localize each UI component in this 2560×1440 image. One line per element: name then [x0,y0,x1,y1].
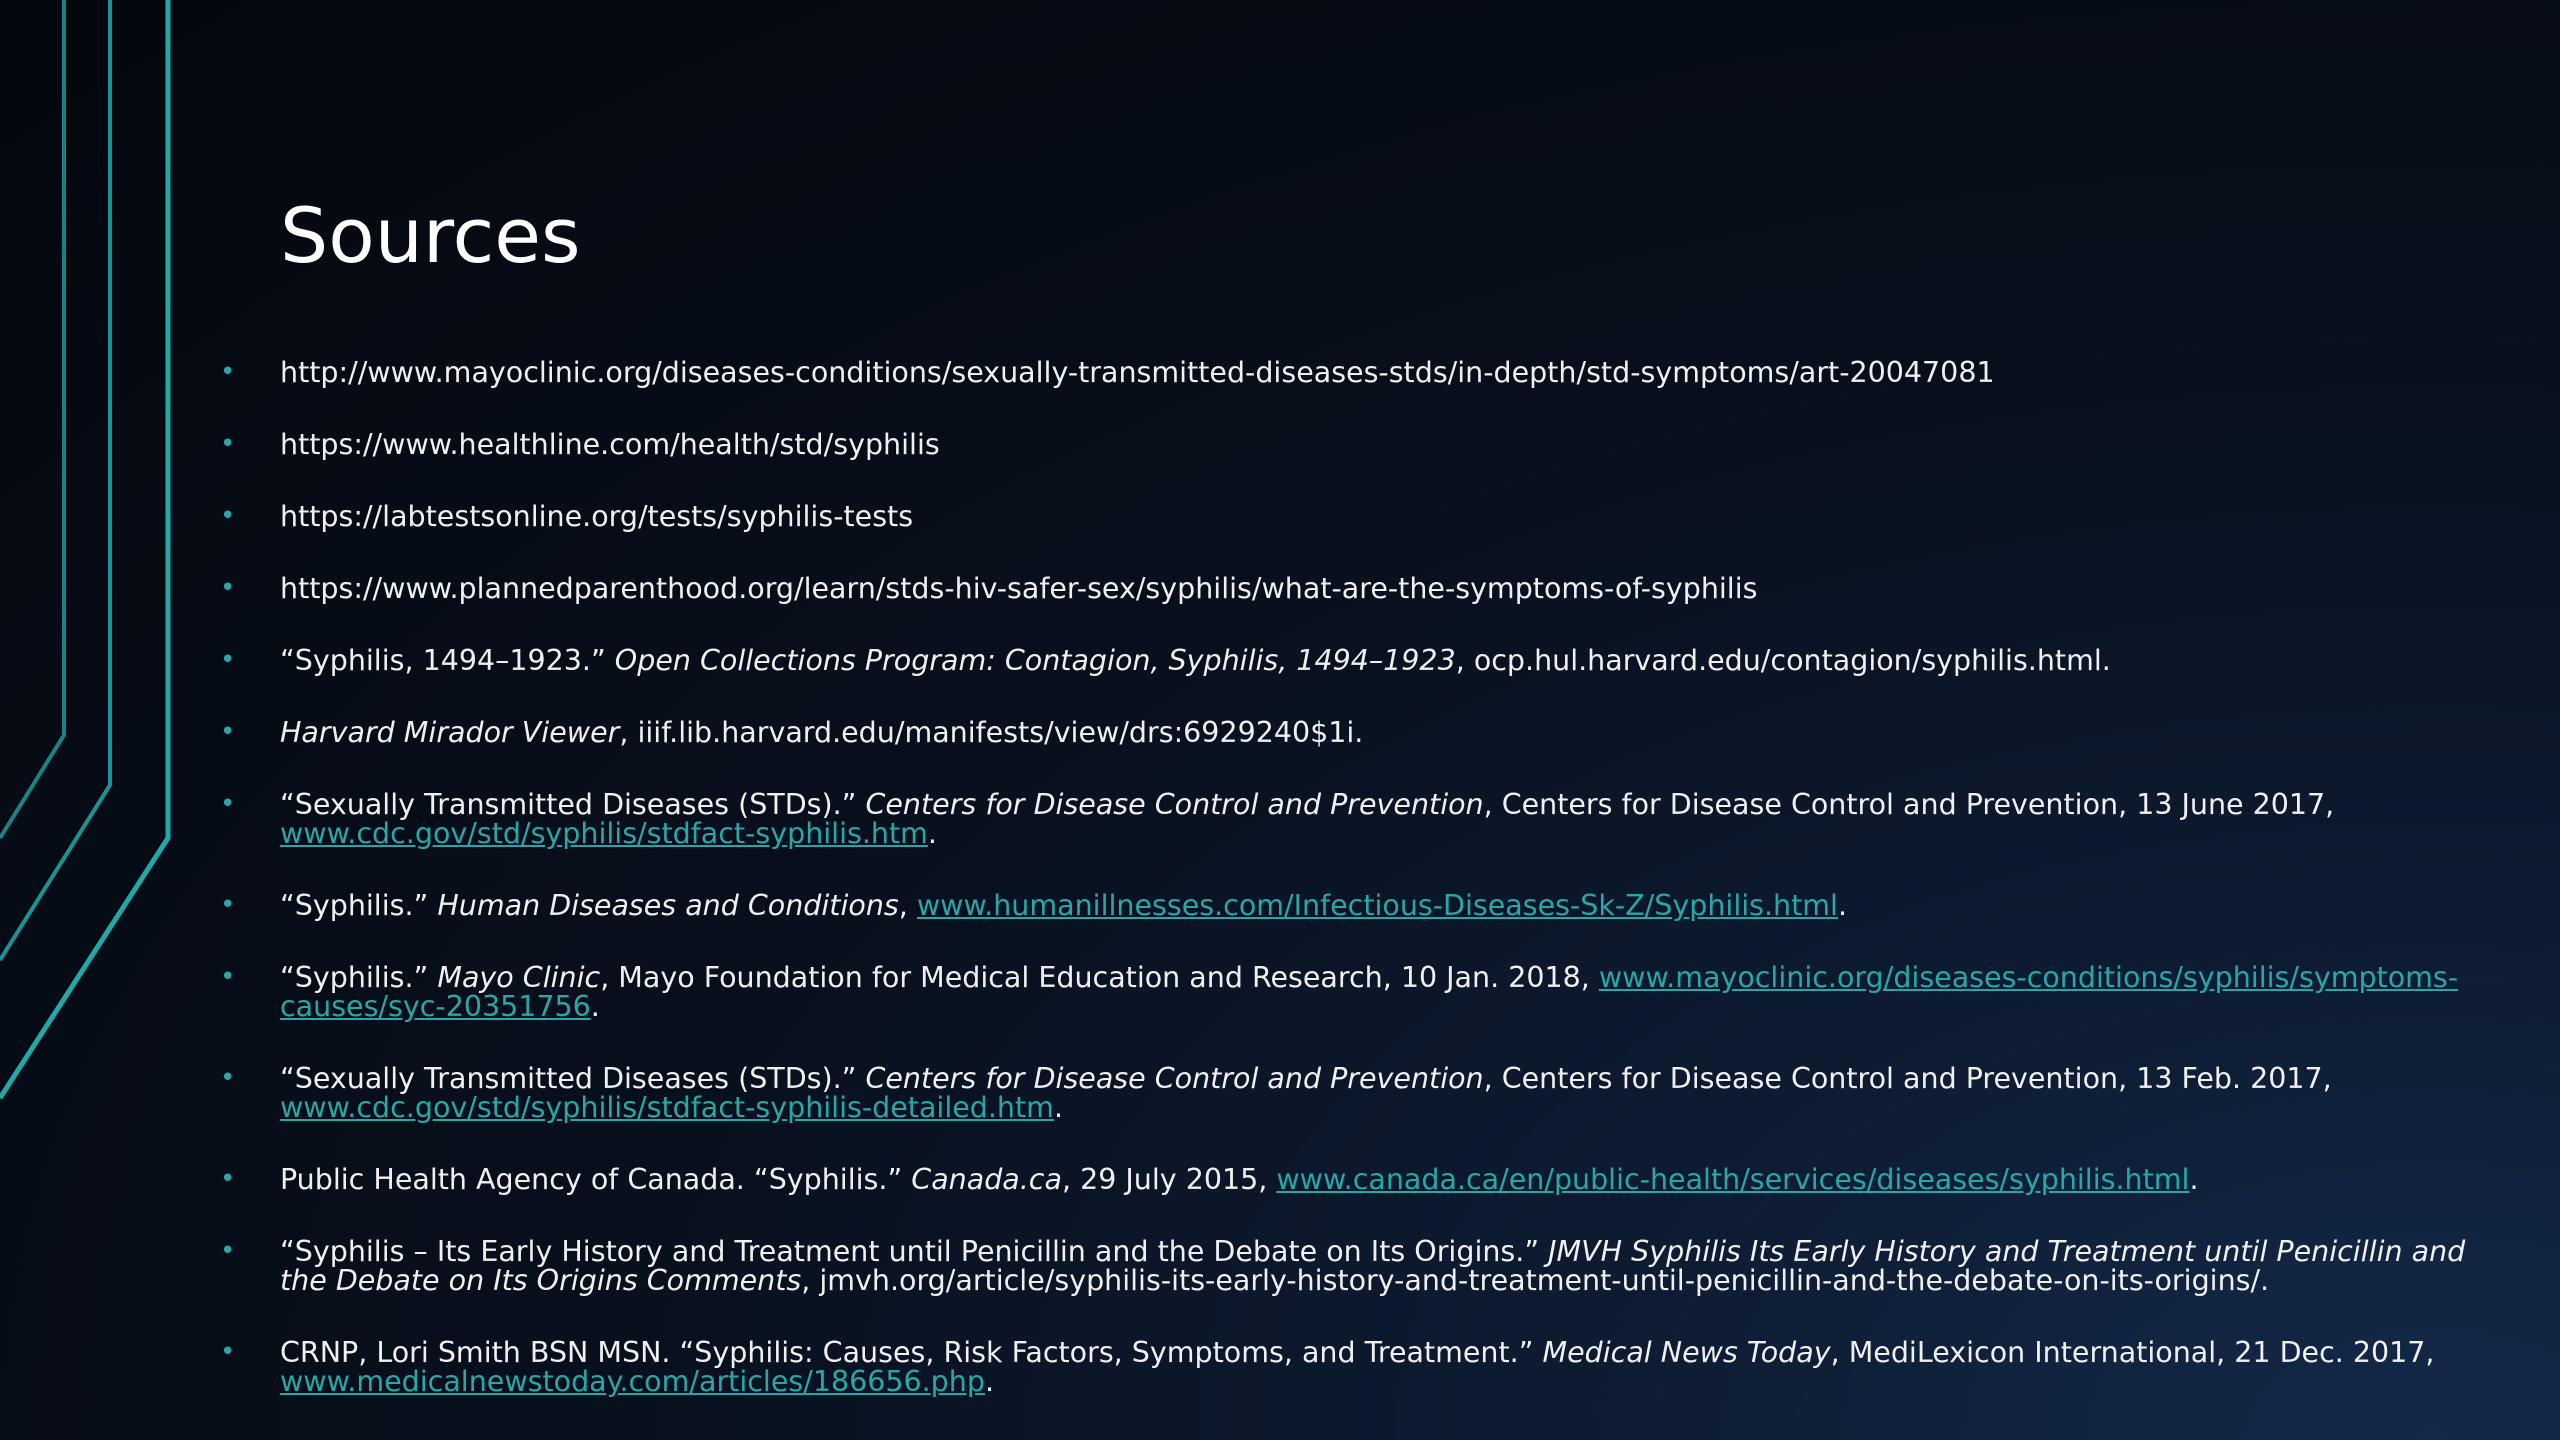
source-title: Centers for Disease Control and Prevention [865,1062,1484,1095]
source-title: Mayo Clinic [437,961,601,994]
source-text: “Syphilis – Its Early History and Treatment until Penicillin and the Debate on Its Origins.” [280,1235,1549,1268]
bullet-icon: • [220,645,236,675]
source-title: Canada.ca [911,1163,1062,1196]
source-title: Centers for Disease Control and Prevention [865,788,1484,821]
source-text: . [1053,1091,1063,1124]
source-text: “Sexually Transmitted Diseases (STDs).” [280,1062,866,1095]
source-text: , iiif.lib.harvard.edu/manifests/view/drs:6929240$1i. [619,716,1364,749]
bullet-icon: • [220,789,236,819]
source-text: . [927,817,937,850]
source-link[interactable]: www.cdc.gov/std/syphilis/stdfact-syphilis-detailed.htm [280,1091,1054,1124]
source-text: , MediLexicon International, 21 Dec. 2017, [1830,1336,2435,1369]
bullet-icon: • [220,357,236,387]
bullet-icon: • [220,573,236,603]
source-link[interactable]: www.cdc.gov/std/syphilis/stdfact-syphilis.htm [280,817,928,850]
source-item [220,1338,2490,1396]
source-title: Open Collections Program: Contagion, Syphilis, 1494–1923 [614,644,1456,677]
source-item [220,646,2490,675]
source-text: . [590,990,600,1023]
source-item [220,574,2490,603]
source-text: https://labtestsonline.org/tests/syphilis-tests [280,500,914,533]
source-item [220,891,2490,920]
source-text: http://www.mayoclinic.org/diseases-conditions/sexually-transmitted-diseases-stds/in-depth/std-symptoms/art-20047081 [280,356,1995,389]
source-text: CRNP, Lori Smith BSN MSN. “Syphilis: Causes, Risk Factors, Symptoms, and Treatment.” [280,1336,1543,1369]
source-text: Public Health Agency of Canada. “Syphilis.” [280,1163,912,1196]
source-link[interactable]: www.mayoclinic.org/diseases-conditions/syphilis/symptoms-causes/syc-20351756 [280,961,2459,1023]
source-item [220,790,2490,848]
sources-list [220,358,2490,1439]
source-title: Human Diseases and Conditions [437,889,899,922]
source-text: , 29 July 2015, [1061,1163,1277,1196]
bullet-icon: • [220,717,236,747]
source-item [220,502,2490,531]
bullet-icon: • [220,962,236,992]
bullet-icon: • [220,1164,236,1194]
source-text: . [1837,889,1848,922]
deco-line-1 [0,0,64,838]
bullet-icon: • [220,1337,236,1367]
source-item [220,430,2490,459]
source-text: , ocp.hul.harvard.edu/contagion/syphilis.html. [1455,644,2111,677]
bullet-icon: • [220,429,236,459]
source-item [220,1064,2490,1122]
bullet-icon: • [220,1236,236,1266]
bullet-icon: • [220,890,236,920]
source-text: “Sexually Transmitted Diseases (STDs).” [280,788,866,821]
source-title: Medical News Today [1542,1336,1831,1369]
deco-line-2 [0,0,110,960]
decorative-lines [0,0,200,1440]
source-text: , [898,889,917,922]
source-text: “Syphilis.” [280,889,438,922]
source-item [220,963,2490,1021]
source-text: , Centers for Disease Control and Prevention, 13 June 2017, [1483,788,2335,821]
source-text: . [984,1365,994,1398]
source-text: , jmvh.org/article/syphilis-its-early-history-and-treatment-until-penicillin-and-the-debate-on-its-origins/. [801,1264,2270,1297]
source-item [220,358,2490,387]
source-item [220,1237,2490,1295]
source-title: JMVH Syphilis Its Early History and Treatment until Penicillin and the Debate on Its Origins Comments [280,1235,2466,1297]
source-item [220,1165,2490,1194]
source-text: “Syphilis, 1494–1923.” [280,644,615,677]
source-text: , Centers for Disease Control and Prevention, 13 Feb. 2017, [1483,1062,2332,1095]
source-item [220,718,2490,747]
source-text: , Mayo Foundation for Medical Education and Research, 10 Jan. 2018, [600,961,1599,994]
source-text: https://www.healthline.com/health/std/syphilis [280,428,940,461]
source-text: “Syphilis.” [280,961,438,994]
deco-line-3 [0,0,168,1098]
source-title: Harvard Mirador Viewer [280,716,620,749]
source-link[interactable]: www.humanillnesses.com/Infectious-Diseases-Sk-Z/Syphilis.html [916,889,1838,922]
slide-title: Sources [280,191,581,280]
bullet-icon: • [220,1063,236,1093]
source-text: https://www.plannedparenthood.org/learn/stds-hiv-safer-sex/syphilis/what-are-the-symptoms-of-syphilis [280,572,1758,605]
source-link[interactable]: www.canada.ca/en/public-health/services/diseases/syphilis.html [1276,1163,2190,1196]
bullet-icon: • [220,501,236,531]
source-text: . [2189,1163,2199,1196]
source-link[interactable]: www.medicalnewstoday.com/articles/186656.php [280,1365,985,1398]
